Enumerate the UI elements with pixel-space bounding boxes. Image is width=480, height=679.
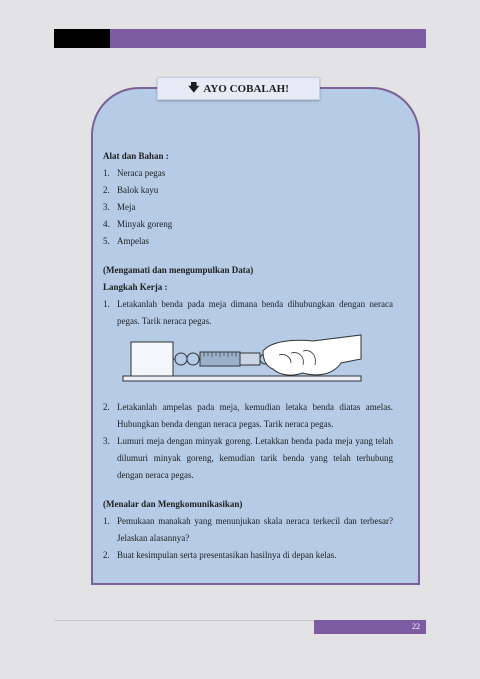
page-number: 22 bbox=[314, 620, 426, 634]
table-surface bbox=[123, 376, 361, 381]
item-text: Pemukaan manakah yang menunjukan skala neraca terkecil dan terbesar? Jelaskan alasannya? bbox=[117, 516, 393, 543]
hook-ring-icon bbox=[187, 353, 199, 365]
observe-heading: (Mengamati dan mengumpulkan Data) bbox=[103, 265, 254, 275]
item-number: 4. bbox=[103, 219, 110, 229]
down-arrow-icon: 🡇 bbox=[188, 82, 200, 94]
item-number: 3. bbox=[103, 202, 110, 212]
steps-list-continued bbox=[103, 399, 393, 484]
spring-balance-svg bbox=[103, 333, 393, 393]
item-text: Neraca pegas bbox=[117, 168, 166, 178]
materials-list bbox=[103, 165, 393, 250]
item-number: 3. bbox=[103, 436, 110, 446]
list-item bbox=[103, 165, 393, 182]
item-number: 2. bbox=[103, 550, 110, 560]
spring-balance-cap bbox=[240, 353, 260, 365]
header-bar-purple bbox=[110, 29, 426, 48]
item-text: Buat kesimpulan serta presentasikan hasilnya di depan kelas. bbox=[117, 550, 337, 560]
header-bar-black bbox=[54, 29, 110, 48]
list-item bbox=[103, 399, 393, 433]
item-text: Minyak goreng bbox=[117, 219, 173, 229]
item-text: Meja bbox=[117, 202, 136, 212]
steps-heading: Langkah Kerja : bbox=[103, 282, 168, 292]
activity-title: AYO COBALAH! bbox=[203, 82, 289, 95]
item-text: Lumuri meja dengan minyak goreng. Letakkan benda pada meja yang telah dilumuri minyak goreng, kemudian tarik benda yang telah terhubung dengan neraca pegas. bbox=[117, 436, 393, 480]
spring-balance-illustration bbox=[103, 333, 393, 393]
item-number: 1. bbox=[103, 299, 110, 309]
item-number: 5. bbox=[103, 236, 110, 246]
hand-icon bbox=[263, 335, 361, 375]
item-text: Balok kayu bbox=[117, 185, 159, 195]
item-number: 2. bbox=[103, 402, 110, 412]
list-item bbox=[103, 182, 393, 199]
reason-heading: (Menalar dan Mengkomunikasikan) bbox=[103, 499, 243, 509]
reason-list bbox=[103, 513, 393, 564]
materials-heading: Alat dan Bahan : bbox=[103, 151, 169, 161]
activity-content bbox=[103, 148, 393, 564]
item-number: 1. bbox=[103, 168, 110, 178]
activity-title-box bbox=[157, 77, 320, 100]
list-item bbox=[103, 199, 393, 216]
item-text: Letakanlah benda pada meja dimana benda dihubungkan dengan neraca pegas. Tarik neraca pegas. bbox=[117, 299, 393, 326]
list-item bbox=[103, 513, 393, 547]
list-item bbox=[103, 296, 393, 330]
list-item bbox=[103, 547, 393, 564]
item-number: 2. bbox=[103, 185, 110, 195]
steps-list bbox=[103, 296, 393, 330]
list-item bbox=[103, 433, 393, 484]
wooden-block bbox=[131, 342, 173, 376]
item-text: Ampelas bbox=[117, 236, 149, 246]
hook-ring-icon bbox=[175, 353, 187, 365]
item-number: 1. bbox=[103, 516, 110, 526]
list-item bbox=[103, 216, 393, 233]
list-item bbox=[103, 233, 393, 250]
item-text: Letakanlah ampelas pada meja, kemudian letaka benda diatas amelas. Hubungkan benda dengan neraca pegas. Tarik neraca pegas. bbox=[117, 402, 393, 429]
